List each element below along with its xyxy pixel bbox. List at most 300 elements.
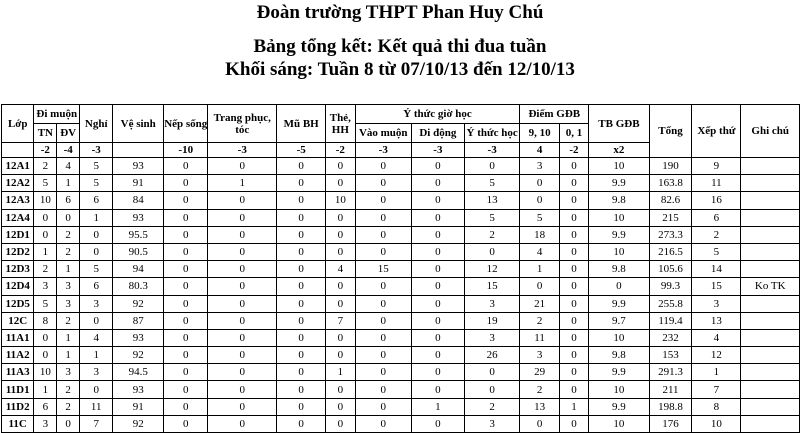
table-cell: 1 <box>57 347 80 364</box>
weight-y-thuc-hoc: -3 <box>464 143 520 158</box>
table-cell: 94 <box>113 261 164 278</box>
table-cell: 1 <box>57 175 80 192</box>
table-cell: 0 <box>326 398 355 415</box>
table-cell: 3 <box>464 329 520 346</box>
col-di-muon: Đi muộn <box>34 105 80 124</box>
table-cell: 0 <box>34 226 57 243</box>
table-cell: 9.9 <box>589 364 650 381</box>
col-the-hh: Thẻ, HH <box>326 105 355 143</box>
table-cell: 0 <box>355 329 411 346</box>
table-cell: 0 <box>164 364 208 381</box>
table-cell: 255.8 <box>649 295 692 312</box>
table-cell: 92 <box>113 415 164 432</box>
table-cell <box>741 243 800 260</box>
class-cell: 11A3 <box>2 364 34 381</box>
table-cell: 0 <box>277 192 326 209</box>
table-cell: 3 <box>520 347 559 364</box>
table-cell: 1 <box>559 398 588 415</box>
table-cell: 2 <box>520 381 559 398</box>
table-cell: 9.8 <box>589 192 650 209</box>
class-cell: 11D1 <box>2 381 34 398</box>
col-lop: Lớp <box>2 105 34 143</box>
table-cell: 176 <box>649 415 692 432</box>
weight-diem-910: 4 <box>520 143 559 158</box>
table-cell: 0 <box>355 226 411 243</box>
table-cell: 5 <box>80 175 113 192</box>
table-cell: 0 <box>164 347 208 364</box>
table-row <box>2 347 800 364</box>
class-cell: 12A4 <box>2 209 34 226</box>
table-cell: 0 <box>559 226 588 243</box>
table-cell: 10 <box>326 192 355 209</box>
table-cell: 211 <box>649 381 692 398</box>
class-cell: 12A1 <box>2 158 34 175</box>
table-cell: 0 <box>164 261 208 278</box>
table-cell: 0 <box>208 243 277 260</box>
col-diem-910: 9, 10 <box>520 124 559 143</box>
table-cell: 0 <box>355 364 411 381</box>
table-cell: 0 <box>411 158 464 175</box>
class-cell: 12D3 <box>2 261 34 278</box>
col-y-thuc-gio-hoc: Ý thức giờ học <box>355 105 520 124</box>
table-cell: 21 <box>520 295 559 312</box>
table-cell: 1 <box>34 381 57 398</box>
table-cell: 82.6 <box>649 192 692 209</box>
table-cell: 0 <box>34 329 57 346</box>
table-cell: 10 <box>589 381 650 398</box>
table-cell: 6 <box>692 209 741 226</box>
class-cell: 12C <box>2 312 34 329</box>
table-cell: 0 <box>464 381 520 398</box>
table-cell: 95.5 <box>113 226 164 243</box>
table-cell: 26 <box>464 347 520 364</box>
table-cell <box>741 381 800 398</box>
school-title: Đoàn trường THPT Phan Huy Chú <box>256 2 544 23</box>
table-cell: 0 <box>277 295 326 312</box>
weight-mu-bh: -5 <box>277 143 326 158</box>
table-cell: 0 <box>464 364 520 381</box>
table-cell: 92 <box>113 295 164 312</box>
table-cell: 1 <box>80 209 113 226</box>
table-cell <box>741 347 800 364</box>
table-cell: 0 <box>559 278 588 295</box>
table-cell: 9.9 <box>589 295 650 312</box>
table-cell: 0 <box>208 347 277 364</box>
table-cell: 3 <box>692 295 741 312</box>
table-cell: 3 <box>464 415 520 432</box>
table-cell: 93 <box>113 381 164 398</box>
table-cell: 7 <box>326 312 355 329</box>
table-cell: 0 <box>464 243 520 260</box>
table-cell: 0 <box>326 158 355 175</box>
table-cell: 0 <box>277 312 326 329</box>
table-cell: 0 <box>326 243 355 260</box>
table-cell: 0 <box>164 226 208 243</box>
table-cell: 0 <box>164 312 208 329</box>
table-cell: 0 <box>164 175 208 192</box>
table-row <box>2 209 800 226</box>
table-cell: 0 <box>208 209 277 226</box>
table-cell: 0 <box>411 243 464 260</box>
table-cell: 14 <box>692 261 741 278</box>
table-cell: 0 <box>277 261 326 278</box>
table-cell <box>741 158 800 175</box>
table-cell: 91 <box>113 398 164 415</box>
table-cell <box>741 329 800 346</box>
table-cell: 0 <box>164 295 208 312</box>
table-cell: 5 <box>34 295 57 312</box>
table-cell: 0 <box>559 261 588 278</box>
table-cell: 15 <box>692 278 741 295</box>
col-trang-phuc: Trang phục, tóc <box>208 105 277 143</box>
table-cell: 0 <box>355 295 411 312</box>
table-cell: 105.6 <box>649 261 692 278</box>
table-cell: 0 <box>559 381 588 398</box>
table-cell: 1 <box>34 243 57 260</box>
table-row <box>2 192 800 209</box>
table-cell: 0 <box>355 158 411 175</box>
table-row <box>2 415 800 432</box>
table-cell: 215 <box>649 209 692 226</box>
col-xep-thu: Xếp thứ <box>692 105 741 158</box>
table-cell: 10 <box>692 415 741 432</box>
table-cell: 0 <box>164 398 208 415</box>
table-row <box>2 329 800 346</box>
class-cell: 12A3 <box>2 192 34 209</box>
table-cell: 2 <box>57 398 80 415</box>
table-cell: 7 <box>692 381 741 398</box>
col-ghi-chu: Ghi chú <box>741 105 800 158</box>
table-cell: 10 <box>589 243 650 260</box>
table-cell: 9.9 <box>589 226 650 243</box>
table-cell: 0 <box>277 329 326 346</box>
table-cell: 0 <box>208 364 277 381</box>
table-cell: 5 <box>80 158 113 175</box>
weight-diem-01: -2 <box>559 143 588 158</box>
table-cell: 119.4 <box>649 312 692 329</box>
table-cell: 0 <box>277 398 326 415</box>
table-cell: 0 <box>277 347 326 364</box>
class-cell: 11A2 <box>2 347 34 364</box>
table-cell: 0 <box>208 295 277 312</box>
table-cell: 153 <box>649 347 692 364</box>
table-cell: 8 <box>34 312 57 329</box>
table-cell: 3 <box>34 278 57 295</box>
table-row <box>2 381 800 398</box>
table-cell: 94.5 <box>113 364 164 381</box>
table-cell: 3 <box>57 364 80 381</box>
table-cell: 2 <box>34 261 57 278</box>
table-cell: 3 <box>57 295 80 312</box>
titles <box>0 0 800 81</box>
table-row <box>2 243 800 260</box>
table-cell: 80.3 <box>113 278 164 295</box>
class-cell: 12A2 <box>2 175 34 192</box>
class-cell: 12D4 <box>2 278 34 295</box>
table-cell: 2 <box>57 243 80 260</box>
table-cell: 0 <box>355 347 411 364</box>
table-cell: 13 <box>692 312 741 329</box>
table-cell <box>741 209 800 226</box>
class-cell: 12D1 <box>2 226 34 243</box>
table-cell: 3 <box>57 278 80 295</box>
table-cell: 10 <box>34 192 57 209</box>
table-cell: 0 <box>208 329 277 346</box>
table-cell: 0 <box>559 312 588 329</box>
table-cell: 0 <box>411 329 464 346</box>
table-cell: 273.3 <box>649 226 692 243</box>
table-cell: 0 <box>355 175 411 192</box>
table-cell: 0 <box>34 347 57 364</box>
table-cell: 0 <box>277 158 326 175</box>
table-cell: 0 <box>411 261 464 278</box>
table-cell: 5 <box>80 261 113 278</box>
col-dv: ĐV <box>57 124 80 143</box>
table-cell: 92 <box>113 347 164 364</box>
table-cell: 0 <box>277 175 326 192</box>
table-cell: 10 <box>34 364 57 381</box>
table-cell: 0 <box>559 192 588 209</box>
weight-dv: -4 <box>57 143 80 158</box>
table-cell: 0 <box>411 175 464 192</box>
table-cell: 18 <box>520 226 559 243</box>
table-cell: 10 <box>589 329 650 346</box>
table-cell: 6 <box>80 278 113 295</box>
table-cell: 0 <box>559 347 588 364</box>
table-cell: 0 <box>277 226 326 243</box>
table-cell: 6 <box>57 192 80 209</box>
col-nghi: Nghỉ <box>80 105 113 143</box>
table-cell: 0 <box>326 175 355 192</box>
table-cell: 0 <box>164 209 208 226</box>
table-cell: 291.3 <box>649 364 692 381</box>
table-cell: 0 <box>277 243 326 260</box>
table-cell: 9.8 <box>589 261 650 278</box>
table-cell: 0 <box>80 243 113 260</box>
table-cell: 0 <box>520 278 559 295</box>
table-cell: 0 <box>411 209 464 226</box>
table-cell: 0 <box>326 347 355 364</box>
table-cell: 0 <box>326 295 355 312</box>
table-cell: 2 <box>692 226 741 243</box>
table-row <box>2 295 800 312</box>
table-cell: 11 <box>80 398 113 415</box>
table-cell: 3 <box>520 158 559 175</box>
table-cell: 0 <box>559 329 588 346</box>
table-cell: 0 <box>559 415 588 432</box>
table-cell: 10 <box>589 415 650 432</box>
table-cell: 3 <box>34 415 57 432</box>
table-row <box>2 175 800 192</box>
weight-nep-song: -10 <box>164 143 208 158</box>
table-cell <box>741 398 800 415</box>
table-cell: 163.8 <box>649 175 692 192</box>
table-cell: 0 <box>559 364 588 381</box>
table-cell: 0 <box>277 209 326 226</box>
table-cell: 1 <box>208 175 277 192</box>
table-cell: 0 <box>164 158 208 175</box>
col-vao-muon: Vào muộn <box>355 124 411 143</box>
table-cell: 9.9 <box>589 398 650 415</box>
table-cell: 2 <box>57 226 80 243</box>
weight-tn: -2 <box>34 143 57 158</box>
table-cell: 0 <box>411 192 464 209</box>
table-cell: 93 <box>113 209 164 226</box>
table-cell: 93 <box>113 158 164 175</box>
table-cell: Ko TK <box>741 278 800 295</box>
class-cell: 12D5 <box>2 295 34 312</box>
table-cell: 0 <box>559 209 588 226</box>
table-cell: 0 <box>326 415 355 432</box>
table-cell: 19 <box>464 312 520 329</box>
table-cell: 5 <box>464 209 520 226</box>
table-cell: 11 <box>692 175 741 192</box>
class-cell: 11D2 <box>2 398 34 415</box>
weight-blank <box>2 143 34 158</box>
table-cell: 1 <box>57 329 80 346</box>
table-cell: 9.7 <box>589 312 650 329</box>
table-cell <box>741 226 800 243</box>
weight-trang-phuc: -3 <box>208 143 277 158</box>
table-cell: 5 <box>692 243 741 260</box>
table-cell: 0 <box>277 364 326 381</box>
table-cell <box>741 175 800 192</box>
table-cell: 0 <box>164 192 208 209</box>
table-cell: 0 <box>208 261 277 278</box>
col-tong: Tổng <box>649 105 692 158</box>
table-cell: 93 <box>113 329 164 346</box>
table-cell: 0 <box>57 209 80 226</box>
table-cell: 1 <box>692 364 741 381</box>
weight-di-dong: -3 <box>411 143 464 158</box>
table-cell: 0 <box>208 312 277 329</box>
table-cell: 0 <box>559 175 588 192</box>
table-cell: 0 <box>411 226 464 243</box>
table-cell: 190 <box>649 158 692 175</box>
table-cell: 0 <box>559 158 588 175</box>
table-cell: 0 <box>520 415 559 432</box>
weight-the-hh: -2 <box>326 143 355 158</box>
table-cell: 15 <box>464 278 520 295</box>
table-cell: 12 <box>464 261 520 278</box>
weight-nghi: -3 <box>80 143 113 158</box>
table-cell: 13 <box>520 398 559 415</box>
table-row <box>2 312 800 329</box>
table-cell: 99.3 <box>649 278 692 295</box>
table-cell: 0 <box>164 415 208 432</box>
table-cell: 2 <box>34 158 57 175</box>
table-cell: 10 <box>589 158 650 175</box>
table-cell: 9.8 <box>589 347 650 364</box>
class-cell: 11A1 <box>2 329 34 346</box>
table-cell: 84 <box>113 192 164 209</box>
table-cell: 0 <box>411 347 464 364</box>
table-cell: 2 <box>464 226 520 243</box>
table-cell: 0 <box>326 329 355 346</box>
table-cell <box>741 192 800 209</box>
col-diem-01: 0, 1 <box>559 124 588 143</box>
table-cell: 1 <box>326 364 355 381</box>
table-cell: 0 <box>355 415 411 432</box>
table-cell: 9.9 <box>589 175 650 192</box>
table-cell: 6 <box>34 398 57 415</box>
weight-vao-muon: -3 <box>355 143 411 158</box>
table-cell: 0 <box>411 381 464 398</box>
table-cell: 0 <box>80 312 113 329</box>
table-cell: 2 <box>57 312 80 329</box>
table-cell: 0 <box>355 192 411 209</box>
table-cell: 0 <box>208 398 277 415</box>
table-cell: 4 <box>326 261 355 278</box>
table-cell: 0 <box>164 278 208 295</box>
week-subtitle: Khối sáng: Tuần 8 từ 07/10/13 đến 12/10/13 <box>225 59 575 80</box>
table-row <box>2 278 800 295</box>
table-cell: 216.5 <box>649 243 692 260</box>
table-cell: 11 <box>520 329 559 346</box>
table-cell <box>741 312 800 329</box>
table-cell: 0 <box>559 295 588 312</box>
col-nep-song: Nếp sống <box>164 105 208 143</box>
table-row <box>2 158 800 175</box>
table-cell: 0 <box>208 226 277 243</box>
table-cell: 7 <box>80 415 113 432</box>
table-cell <box>741 295 800 312</box>
col-tb-gdb: TB GĐB <box>589 105 650 143</box>
table-cell: 0 <box>164 381 208 398</box>
col-ve-sinh: Vệ sinh <box>113 105 164 143</box>
table-cell: 0 <box>208 381 277 398</box>
table-cell: 0 <box>34 209 57 226</box>
table-cell: 5 <box>464 175 520 192</box>
table-cell: 0 <box>326 278 355 295</box>
table-cell: 0 <box>80 381 113 398</box>
table-row <box>2 398 800 415</box>
table-cell: 0 <box>355 398 411 415</box>
table-cell: 0 <box>355 278 411 295</box>
table-cell: 0 <box>80 226 113 243</box>
table-cell: 4 <box>57 158 80 175</box>
table-cell: 2 <box>464 398 520 415</box>
table-body <box>2 158 800 433</box>
table-cell: 1 <box>80 347 113 364</box>
col-mu-bh: Mũ BH <box>277 105 326 143</box>
table-cell: 0 <box>559 243 588 260</box>
table-cell: 0 <box>411 364 464 381</box>
table-cell: 4 <box>80 329 113 346</box>
table-row <box>2 261 800 278</box>
table-cell: 0 <box>520 192 559 209</box>
table-cell <box>741 364 800 381</box>
table-cell: 29 <box>520 364 559 381</box>
weight-tb-gdb: x2 <box>589 143 650 158</box>
table-cell: 5 <box>34 175 57 192</box>
table-cell: 0 <box>57 415 80 432</box>
table-cell: 0 <box>326 381 355 398</box>
table-cell: 0 <box>589 278 650 295</box>
table-cell: 13 <box>464 192 520 209</box>
table-cell: 0 <box>277 278 326 295</box>
class-cell: 12D2 <box>2 243 34 260</box>
table-cell: 198.8 <box>649 398 692 415</box>
table-cell: 3 <box>80 295 113 312</box>
table-row <box>2 226 800 243</box>
table-cell: 0 <box>208 415 277 432</box>
table-title: Bảng tổng kết: Kết quả thi đua tuần <box>253 36 547 57</box>
table-cell: 91 <box>113 175 164 192</box>
weight-ve-sinh <box>113 143 164 158</box>
summary-table <box>1 104 800 433</box>
table-cell: 0 <box>208 158 277 175</box>
